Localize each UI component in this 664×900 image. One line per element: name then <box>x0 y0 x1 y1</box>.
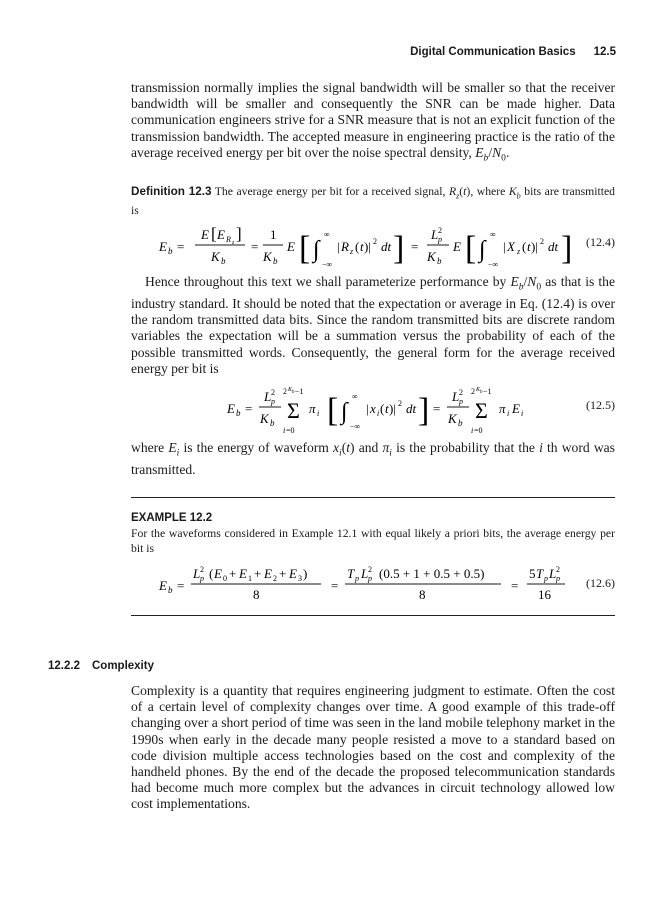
svg-text:=: = <box>511 578 519 593</box>
svg-text:1: 1 <box>248 574 252 583</box>
svg-text:3: 3 <box>298 574 302 583</box>
paragraph-3-block <box>131 440 615 478</box>
equation-12-6-formula <box>131 564 581 606</box>
svg-text:|: | <box>366 401 369 416</box>
svg-text:R: R <box>226 235 231 244</box>
svg-text:(: ( <box>355 239 360 254</box>
svg-text:∞: ∞ <box>324 230 330 239</box>
svg-text:p: p <box>459 397 463 406</box>
svg-text:b: b <box>273 256 278 266</box>
svg-text:E: E <box>201 227 209 242</box>
svg-text:K: K <box>476 387 481 393</box>
svg-text:b: b <box>168 585 173 595</box>
svg-text:p: p <box>355 574 359 583</box>
svg-text:2: 2 <box>373 237 377 246</box>
intro-block <box>131 80 615 167</box>
svg-text:Σ: Σ <box>287 398 300 423</box>
intro-paragraph: transmission normally implies the signal bandwidth will be smaller so that the receiver bandwidth will be smaller and consequently the SNR can be made higher. Data communication engineers strive for a SNR measure that is not an explicit function of the transmission bandwidth. The accepted measure in engineering practice is the ratio of the average received energy per bit over the noise spectral density, $E_b/N_0$. <box>131 80 615 164</box>
svg-text:i: i <box>471 426 474 435</box>
svg-text:E: E <box>214 566 222 581</box>
equation-12-5 <box>131 385 615 437</box>
svg-text:T: T <box>536 566 544 581</box>
example-bottom-rule <box>131 615 615 616</box>
svg-text:L: L <box>452 389 460 404</box>
example-title: EXAMPLE 12.2 <box>131 512 213 524</box>
svg-text:=0: =0 <box>474 426 483 435</box>
svg-text:i: i <box>507 409 510 418</box>
svg-text:−∞: −∞ <box>322 260 333 269</box>
svg-text:−∞: −∞ <box>488 260 499 269</box>
svg-text:∫: ∫ <box>341 399 348 425</box>
example-text: For the waveforms considered in Example 12.1 with equal likely a priori bits, the average energy per bit is <box>131 527 615 555</box>
svg-text:=: = <box>251 239 259 254</box>
paragraph-2-block <box>131 274 615 377</box>
svg-text:K: K <box>288 387 293 393</box>
svg-text:K: K <box>427 249 436 264</box>
paragraph-2: Hence throughout this text we shall parameterize performance by $E_b/N_0$ as that is the industry standard. It should be noted that the expectation or average in Eq. (12.4) is over the random transmitted data bits. Since the random transmitted bits are discrete random variables the expectation will be a summation versus the probability of each of the possible transmitted words. Consequently, the general form for the average received energy per bit is <box>131 274 615 376</box>
svg-text:L: L <box>264 389 272 404</box>
svg-text:π: π <box>499 401 506 416</box>
svg-text:2: 2 <box>368 565 372 574</box>
svg-text:)|: )| <box>389 401 396 416</box>
equation-12-4-formula <box>131 223 581 271</box>
svg-text:p: p <box>271 397 275 406</box>
svg-text:=: = <box>245 401 253 416</box>
svg-text:2: 2 <box>471 387 475 396</box>
svg-text:]: ] <box>418 392 430 429</box>
svg-text:x: x <box>370 401 376 416</box>
svg-text:E: E <box>453 239 461 254</box>
example-top-rule <box>131 497 615 498</box>
svg-text:(: ( <box>522 239 527 254</box>
svg-text:L: L <box>361 566 369 581</box>
svg-text:X: X <box>507 239 515 254</box>
svg-text:z: z <box>350 247 354 256</box>
svg-text:E: E <box>289 566 297 581</box>
svg-text:R: R <box>341 239 349 254</box>
svg-text:[: [ <box>327 392 339 429</box>
equation-number: (12.4) <box>586 235 615 249</box>
svg-text:−1: −1 <box>295 387 304 396</box>
svg-text:E: E <box>264 566 272 581</box>
svg-text:π: π <box>309 401 316 416</box>
definition-block <box>131 185 615 219</box>
svg-text:2: 2 <box>556 565 560 574</box>
svg-text:L: L <box>431 227 439 242</box>
svg-text:z: z <box>517 247 521 256</box>
svg-text:T: T <box>347 566 355 581</box>
svg-text:2: 2 <box>438 226 442 235</box>
svg-text:b: b <box>270 418 275 428</box>
svg-text:t: t <box>360 239 364 254</box>
svg-text:8: 8 <box>253 587 260 602</box>
running-header <box>410 46 616 58</box>
svg-text:−∞: −∞ <box>350 422 361 431</box>
svg-text:b: b <box>221 256 226 266</box>
section-title: Complexity <box>91 660 154 672</box>
svg-text:K: K <box>448 411 457 426</box>
svg-text:+: + <box>229 566 237 581</box>
svg-text:2: 2 <box>271 388 275 397</box>
svg-text:|: | <box>337 239 340 254</box>
svg-text:E: E <box>217 227 225 242</box>
svg-text:b: b <box>480 390 483 395</box>
svg-text:=: = <box>177 239 185 254</box>
header-title: Digital Communication Basics <box>410 46 576 58</box>
svg-text:(: ( <box>380 401 385 416</box>
svg-text:Σ: Σ <box>475 398 488 423</box>
svg-text:i: i <box>377 409 380 418</box>
svg-text:]: ] <box>236 224 242 243</box>
svg-text:b: b <box>437 256 442 266</box>
svg-text:): ) <box>303 566 308 581</box>
svg-text:b: b <box>458 418 463 428</box>
svg-text:2: 2 <box>200 565 204 574</box>
svg-text:−1: −1 <box>483 387 492 396</box>
svg-text:∞: ∞ <box>352 392 358 401</box>
svg-text:p: p <box>438 235 442 244</box>
svg-text:i: i <box>317 409 320 418</box>
svg-text:=0: =0 <box>286 426 295 435</box>
equation-12-5-formula <box>131 385 581 437</box>
svg-text:+: + <box>279 566 287 581</box>
svg-text:dt: dt <box>406 401 417 416</box>
example-text-block <box>131 527 615 557</box>
svg-text:p: p <box>544 574 548 583</box>
svg-text:p: p <box>556 574 560 583</box>
svg-text:b: b <box>236 408 241 418</box>
svg-text:E: E <box>512 401 520 416</box>
svg-text:E: E <box>287 239 295 254</box>
svg-text:E: E <box>159 578 167 593</box>
svg-text:|: | <box>503 239 506 254</box>
svg-text:∞: ∞ <box>490 230 496 239</box>
svg-text:K: K <box>260 411 269 426</box>
svg-text:[: [ <box>299 230 311 267</box>
svg-text:i: i <box>521 409 524 418</box>
svg-text:[: [ <box>211 224 217 243</box>
svg-text:p: p <box>200 574 204 583</box>
svg-text:1: 1 <box>270 227 277 242</box>
section-body-block <box>131 683 615 813</box>
paragraph-3: where $E_i$ is the energy of waveform $x_i(t)$ and $\pi_i$ is the probability that the i th word was transmitted. <box>131 440 615 477</box>
svg-text:16: 16 <box>538 587 551 602</box>
section-heading <box>48 660 154 672</box>
svg-text:)|: )| <box>531 239 538 254</box>
svg-text:E: E <box>159 239 167 254</box>
definition-label: Definition 12.3 <box>131 185 212 198</box>
svg-text:i: i <box>283 426 286 435</box>
svg-text:2: 2 <box>273 574 277 583</box>
svg-text:2: 2 <box>398 399 402 408</box>
svg-text:E: E <box>239 566 247 581</box>
equation-12-4 <box>131 223 615 271</box>
svg-text:∫: ∫ <box>313 237 320 263</box>
svg-text:L: L <box>193 566 201 581</box>
equation-12-6 <box>131 564 615 606</box>
svg-text:2: 2 <box>283 387 287 396</box>
svg-text:]: ] <box>393 230 405 267</box>
svg-text:∫: ∫ <box>479 237 486 263</box>
svg-text:2: 2 <box>459 388 463 397</box>
svg-text:[: [ <box>465 230 477 267</box>
svg-text:E: E <box>227 401 235 416</box>
svg-text:K: K <box>211 249 220 264</box>
svg-text:z: z <box>232 240 235 246</box>
definition-text: Definition 12.3 The average energy per bit for a received signal, $R_z(t)$, where $K_b$ bits are transmitted is <box>131 185 615 218</box>
svg-text:(0.5 + 1 + 0.5 + 0.5): (0.5 + 1 + 0.5 + 0.5) <box>379 566 485 581</box>
svg-text:0: 0 <box>223 574 227 583</box>
section-body: Complexity is a quantity that requires engineering judgment to estimate. Often the cost of a certain level of complexity changes over time. A good example of this trade-off changing over a short period of time was seen in the land mobile telephony market in the 1990s when early in the decade many people resisted a move to a standard based on code division multiple access technologies based on the cost and complexity of the handheld phones. By the end of the decade the proposed telecommunication standards had become much more complex but the advances in circuit technology allowed low cost implementations. <box>131 683 615 812</box>
page-number: 12.5 <box>593 46 616 58</box>
equation-number: (12.5) <box>586 398 615 412</box>
svg-text:=: = <box>331 578 339 593</box>
svg-text:2: 2 <box>540 237 544 246</box>
svg-text:(: ( <box>209 566 214 581</box>
svg-text:+: + <box>254 566 262 581</box>
svg-text:8: 8 <box>419 587 426 602</box>
svg-text:p: p <box>368 574 372 583</box>
svg-text:t: t <box>385 401 389 416</box>
equation-number: (12.6) <box>586 576 615 590</box>
svg-text:K: K <box>263 249 272 264</box>
svg-text:b: b <box>292 390 295 395</box>
svg-text:dt: dt <box>548 239 559 254</box>
svg-text:L: L <box>549 566 557 581</box>
svg-text:=: = <box>433 401 441 416</box>
svg-text:=: = <box>411 239 419 254</box>
svg-text:b: b <box>168 246 173 256</box>
section-number: 12.2.2 <box>48 660 80 672</box>
svg-text:=: = <box>177 578 185 593</box>
svg-text:5: 5 <box>529 566 536 581</box>
svg-text:]: ] <box>561 230 573 267</box>
svg-text:dt: dt <box>381 239 392 254</box>
svg-text:t: t <box>527 239 531 254</box>
svg-text:)|: )| <box>364 239 371 254</box>
